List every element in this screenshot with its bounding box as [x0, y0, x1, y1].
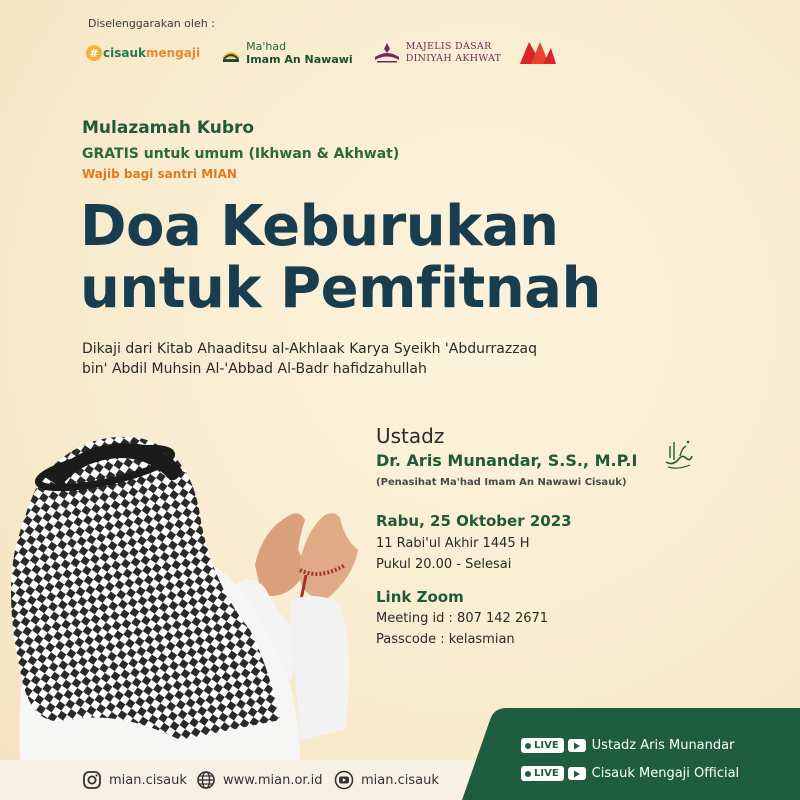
passcode: Passcode : kelasmian: [376, 632, 515, 647]
live-badge: LIVE: [521, 766, 564, 781]
mandatory-note: Wajib bagi santri MIAN: [82, 167, 237, 181]
live-channel-name: Ustadz Aris Munandar: [591, 738, 735, 753]
speaker-name: Dr. Aris Munandar, S.S., M.P.I: [376, 451, 638, 470]
mahad-logo: Ma'had Imam An Nawawi: [220, 40, 353, 66]
youtube-handle[interactable]: mian.cisauk: [334, 770, 439, 790]
title-line-1: Doa Keburukan: [80, 194, 559, 259]
event-time: Pukul 20.00 - Selesai: [376, 557, 512, 572]
zoom-title: Link Zoom: [376, 588, 464, 606]
speaker-role: (Penasihat Ma'had Imam An Nawawi Cisauk): [376, 477, 627, 488]
meeting-id: Meeting id : 807 142 2671: [376, 611, 549, 626]
instagram-handle[interactable]: mian.cisauk: [82, 770, 187, 790]
live-badge: LIVE: [521, 738, 564, 753]
youtube-play-icon: [568, 739, 586, 752]
event-type: Mulazamah Kubro: [82, 118, 255, 138]
youtube-play-icon: [568, 767, 586, 780]
website-link[interactable]: www.mian.or.id: [196, 770, 323, 790]
title-line-2: untuk Pemfitnah: [80, 256, 601, 321]
description: Dikaji dari Kitab Ahaaditsu al-Akhlaak Karya Syeikh 'Abdurrazzaq bin' Abdil Muhsin Al-'Abbad Al-Badr hafidzahullah: [82, 341, 538, 377]
cisaukmengaji-logo: # cisauk mengaji: [86, 45, 200, 61]
organizer-label: Diselenggarakan oleh :: [88, 17, 215, 30]
speaker-label: Ustadz: [376, 424, 445, 448]
hijri-date: 11 Rabi'ul Akhir 1445 H: [376, 536, 530, 551]
live-row-cisauk[interactable]: [521, 766, 739, 781]
majelis-logo: MAJELIS DASAR DINIYAH AKHWAT: [373, 41, 502, 65]
live-row-ustadz[interactable]: [521, 738, 734, 753]
hash-icon: #: [86, 45, 102, 61]
free-for-public: GRATIS untuk umum (Ikhwan & Akhwat): [82, 146, 400, 162]
live-channel-name: Cisauk Mengaji Official: [591, 766, 740, 781]
event-date: Rabu, 25 Oktober 2023: [376, 512, 572, 530]
